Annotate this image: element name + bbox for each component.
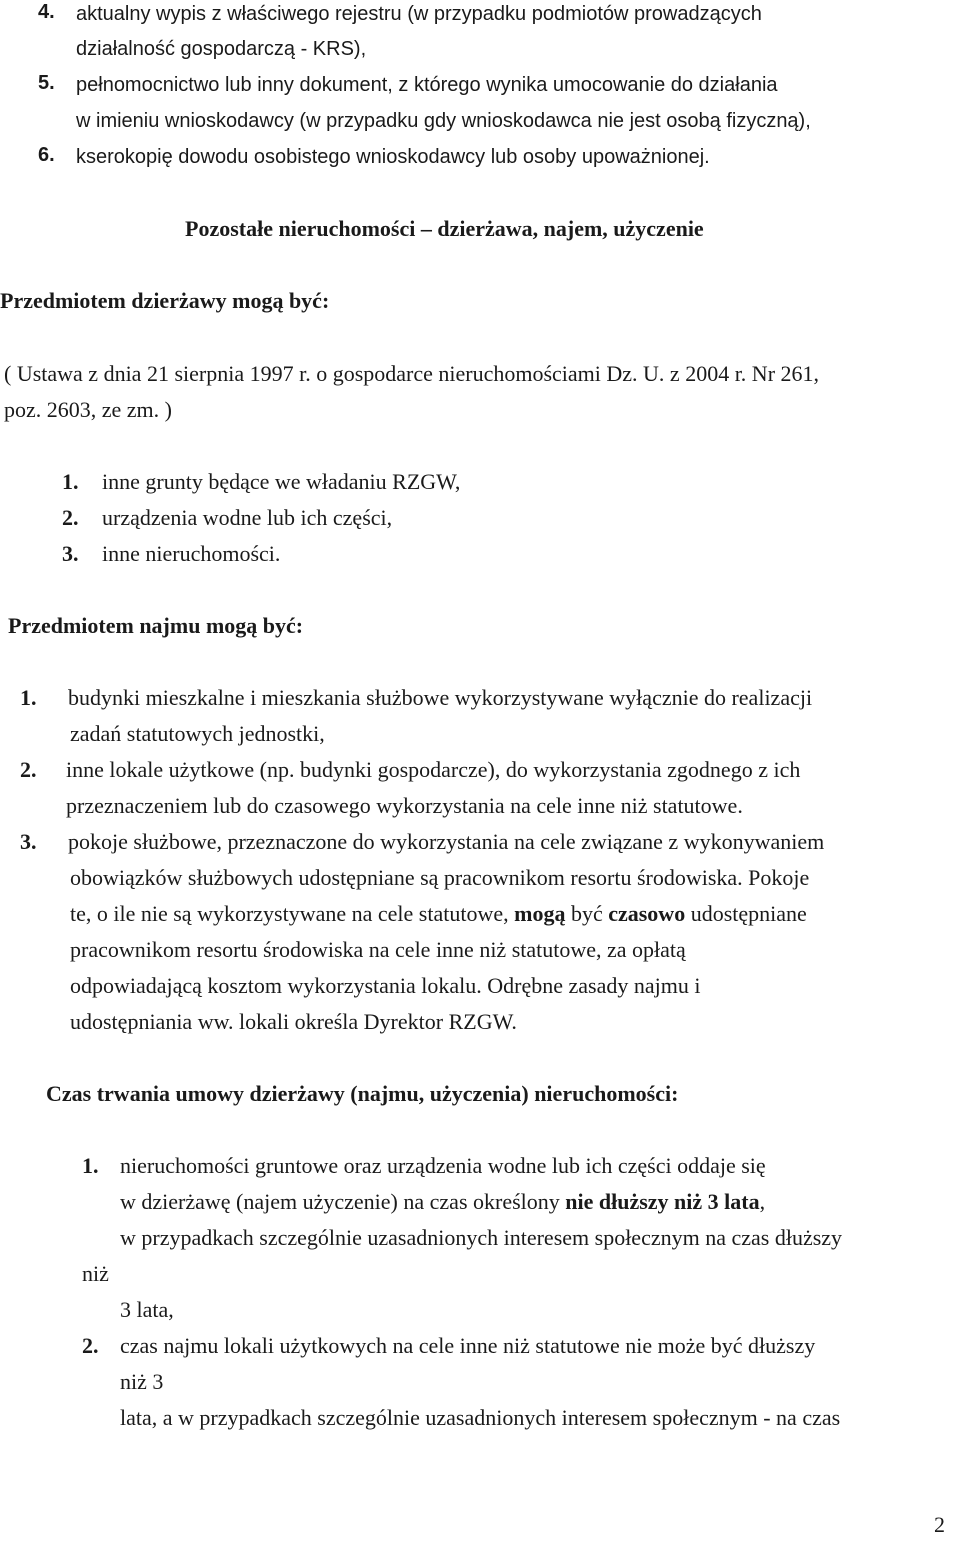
duration-item-2-line-3 [120, 1405, 840, 1431]
list1-item-6-number: 6. [38, 144, 55, 166]
duration-item-1-line-2-part-3: , [759, 1189, 766, 1214]
rent-item-3-line-1-part-1: pokoje służbowe, przeznaczone do wykorzystania na cele związane z wykonywaniem [68, 829, 825, 854]
list1-item-5-number: 5. [38, 72, 55, 94]
duration-item-1-line-4 [82, 1261, 109, 1287]
lease-item-1-text: inne grunty będące we władaniu RZGW, [102, 469, 461, 494]
section-title: Pozostałe nieruchomości – dzierżawa, najem, użyczenie [185, 216, 704, 241]
rent-item-3-line-3-part-1: te, o ile nie są wykorzystywane na cele statutowe, [70, 901, 515, 926]
duration-item-2-number: 2. [82, 1333, 99, 1358]
duration-item-1-line-1 [120, 1153, 766, 1179]
duration-item-1-line-3 [120, 1225, 842, 1251]
list1-item-4-line-2: działalność gospodarczą - KRS), [76, 38, 367, 60]
rent-item-3-line-5-part-1: odpowiadającą kosztom wykorzystania lokalu. Odrębne zasady najmu i [70, 973, 701, 998]
duration-item-2-line-3-part-1: lata, a w przypadkach szczególnie uzasadnionych interesem społecznym - na czas [120, 1405, 841, 1430]
list1-item-4-number: 4. [38, 1, 55, 23]
rent-item-2-line-2: przeznaczeniem lub do czasowego wykorzystania na cele inne niż statutowe. [66, 793, 743, 818]
duration-heading: Czas trwania umowy dzierżawy (najmu, użyczenia) nieruchomości: [46, 1081, 679, 1106]
rent-item-3-line-1 [68, 829, 824, 855]
duration-item-2-line-2 [120, 1369, 163, 1395]
rent-item-3-line-4 [70, 937, 686, 963]
page-number: 2 [934, 1512, 945, 1537]
rent-item-3-line-3-part-5: udostępniane [685, 901, 807, 926]
duration-item-2-line-1-part-1: czas najmu lokali użytkowych na cele inne niż statutowe nie może być dłuższy [120, 1333, 816, 1358]
duration-item-1-line-5 [120, 1297, 174, 1323]
duration-item-1-line-2-part-1: w dzierżawę (najem użyczenie) na czas określony [120, 1189, 566, 1214]
rent-item-2-line-1: inne lokale użytkowe (np. budynki gospodarcze), do wykorzystania zgodnego z ich [66, 757, 801, 782]
duration-item-1-line-2 [120, 1189, 765, 1215]
lease-item-3-text: inne nieruchomości. [102, 541, 281, 566]
lease-item-1-number: 1. [62, 469, 79, 494]
duration-item-1-line-1-part-1: nieruchomości gruntowe oraz urządzenia wodne lub ich części oddaje się [120, 1153, 766, 1178]
rent-item-3-line-6-part-1: udostępniania ww. lokali określa Dyrektor RZGW. [70, 1009, 517, 1034]
duration-item-2-line-1 [120, 1333, 815, 1359]
rent-item-3-line-3-part-4: czasowo [608, 901, 686, 926]
lease-item-3-number: 3. [62, 541, 79, 566]
rent-item-3-line-3-part-3: być [565, 901, 609, 926]
rent-item-3-line-5 [70, 973, 700, 999]
list1-item-4-line-1: aktualny wypis z właściwego rejestru (w przypadku podmiotów prowadzących [76, 3, 762, 25]
list1-item-5-line-2: w imieniu wnioskodawcy (w przypadku gdy wnioskodawca nie jest osobą fizyczną), [76, 110, 811, 132]
duration-item-1-line-3-part-1: w przypadkach szczególnie uzasadnionych interesem społecznym na czas dłuższy [120, 1225, 843, 1250]
duration-item-1-number: 1. [82, 1153, 99, 1178]
rent-item-3-number: 3. [20, 829, 37, 854]
rent-item-1-line-2: zadań statutowych jednostki, [70, 721, 325, 746]
lease-item-2-text: urządzenia wodne lub ich części, [102, 505, 393, 530]
lease-item-2-number: 2. [62, 505, 79, 530]
rent-item-3-line-2 [70, 865, 809, 891]
rent-item-3-line-6 [70, 1009, 517, 1035]
list1-item-5-line-1: pełnomocnictwo lub inny dokument, z którego wynika umocowanie do działania [76, 74, 778, 96]
rent-item-3-line-2-part-1: obowiązków służbowych udostępniane są pracownikom resortu środowiska. Pokoje [70, 865, 810, 890]
rent-item-3-line-3-part-2: mogą [514, 901, 566, 926]
duration-item-1-line-2-part-2: nie dłuższy niż 3 lata [565, 1189, 760, 1214]
rent-item-3-line-4-part-1: pracownikom resortu środowiska na cele inne niż statutowe, za opłatą [70, 937, 686, 962]
rent-item-3-line-3 [70, 901, 807, 927]
rent-item-2-number: 2. [20, 757, 37, 782]
legal-reference-line-1: ( Ustawa z dnia 21 sierpnia 1997 r. o gospodarce nieruchomościami Dz. U. z 2004 r. Nr 261, [4, 361, 820, 386]
rent-heading: Przedmiotem najmu mogą być: [8, 613, 304, 638]
list1-item-6-line-1: kserokopię dowodu osobistego wnioskodawcy lub osoby upoważnionej. [76, 146, 710, 168]
lease-heading: Przedmiotem dzierżawy mogą być: [0, 288, 330, 313]
duration-item-2-line-2-part-1: niż 3 [120, 1369, 164, 1394]
duration-item-1-line-5-part-1: 3 lata, [120, 1297, 174, 1322]
rent-item-1-number: 1. [20, 685, 37, 710]
legal-reference-line-2: poz. 2603, ze zm. ) [4, 397, 172, 422]
duration-item-1-line-4-part-1: niż [82, 1261, 109, 1286]
rent-item-1-line-1: budynki mieszkalne i mieszkania służbowe wykorzystywane wyłącznie do realizacji [68, 685, 813, 710]
